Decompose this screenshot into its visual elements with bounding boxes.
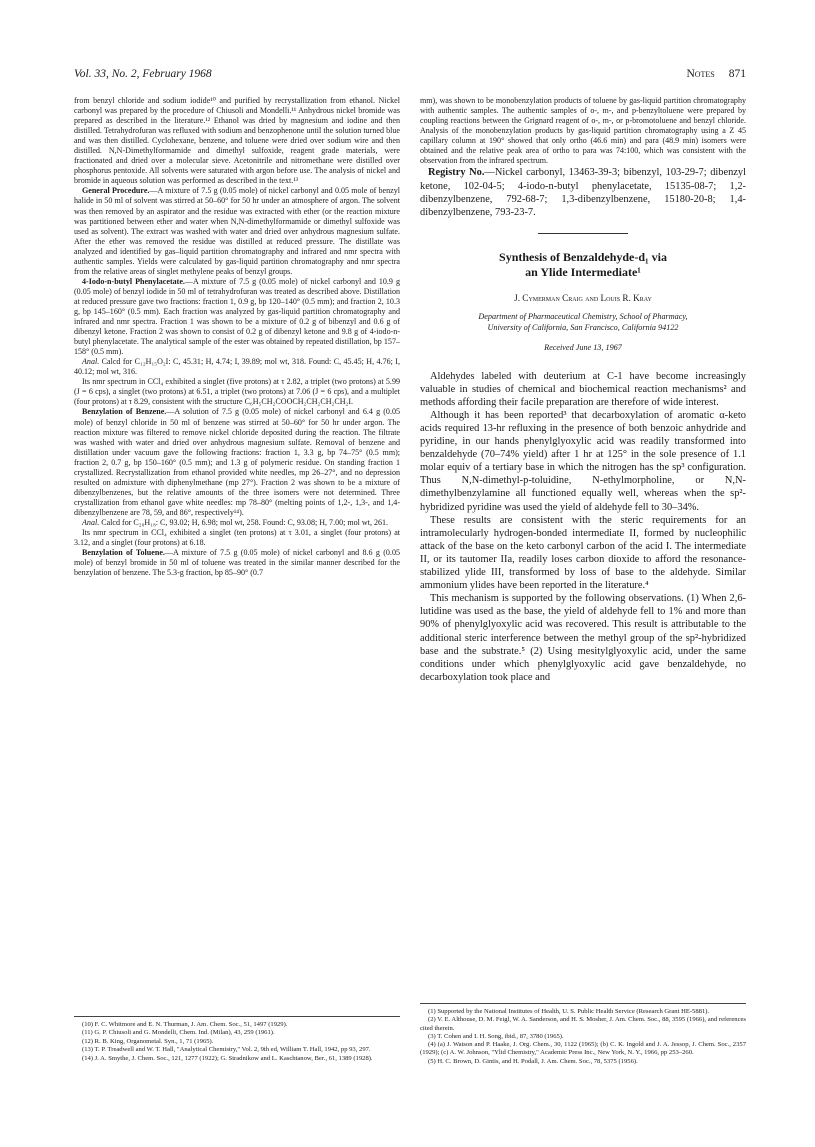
benzylation-toluene-heading: Benzylation of Toluene. [82, 548, 165, 558]
footnote: (10) F. C. Whitmore and E. N. Thurman, J. Am. Chem. Soc., 51, 1497 (1929). [82, 1021, 288, 1028]
analysis-1: Anal. Calcd for C₁₂H₁₅O₂I: C, 45.31; H, 4.74; I, 39.89; mol wt, 318. Found: C, 45.45; H, 4.76; I, 40.12; mol wt, 316. [74, 357, 400, 377]
body-paragraph: Although it has been reported³ that decarboxylation of aromatic α-keto acids required 13-hr refluxing in the presence of both benzoic anhydride and pyridine, in our hands phenylglyoxylic acid was readily transformed into benzaldehyde (70–74% yield) after 1 hr at 125° in the sole presence of 1.1 molar equiv of a tertiary base in which the nitrogen has the sp³ configuration. Thus N,N-dimethyl-p-toluidine, N-ethylmorpholine, or N,N-dimethylbenzylamine all functioned equally well, whereas when the sp²-hybridized pyridine was used the yield of aldehyde fell to 30–34%. [420, 409, 746, 513]
footnote: (3) T. Cohen and I. H. Song, ibid., 87, 3780 (1965). [428, 1032, 564, 1040]
footnote: (14) J. A. Smythe, J. Chem. Soc., 121, 1277 (1922); G. Stradnikow and L. Kaschtanow, Ber., 61, 1389 (1928). [82, 1054, 373, 1062]
body-paragraph: This mechanism is supported by the following observations. (1) When 2,6-lutidine was used as the base, the yield of aldehyde fell to 1% and more than 90% of phenylglyoxylic acid was recovered. This result is attributable to the additional steric interference between the methyl group of the sp²-hybridized base and the substrate.⁵ (2) Using mesitylglyoxylic acid, under the same conditions under which phenylglyoxylic acid gave benzaldehyde, no decarboxylation took place and [420, 593, 746, 683]
footnote: (11) G. P. Chiusoli and G. Mondelli, Chem. Ind. (Milan), 43, 259 (1961). [82, 1029, 275, 1037]
received-date: Received June 13, 1967 [544, 343, 622, 353]
section-name: Notes [686, 68, 715, 80]
nmr-2: Its nmr spectrum in CCl₄ exhibited a singlet (ten protons) at τ 3.01, a singlet (four protons) at 3.12, and a singlet (four protons) at 6.18. [74, 528, 400, 548]
article-authors: J. Cymerman Craig and Louis R. Kray [514, 293, 652, 304]
footnote: (5) H. C. Brown, D. Gintis, and H. Podall, J. Am. Chem. Soc., 78, 5375 (1956). [428, 1057, 638, 1065]
general-procedure-heading: General Procedure. [82, 186, 150, 196]
iodobutyl-heading: 4-Iodo-n-butyl Phenylacetate. [82, 276, 185, 286]
article-title-line: an Ylide Intermediate¹ [525, 265, 641, 280]
footnote: (1) Supported by the National Institutes of Health, U. S. Public Health Service (Research Grant HE-5881). [428, 1008, 710, 1015]
benzylation-benzene-heading: Benzylation of Benzene. [82, 407, 167, 417]
article-body [420, 370, 746, 684]
journal-issue: Vol. 33, No. 2, February 1968 [74, 68, 212, 80]
registry-heading: Registry No. [428, 167, 485, 179]
article-separator [538, 233, 628, 234]
registry-numbers: Registry No.—Nickel carbonyl, 13463-39-3; bibenzyl, 103-29-7; dibenzyl ketone, 102-04-5; 4-iodo-n-butyl phenylacetate, 15135-08-7; 1,2-dibenzylbenzene, 792-68-7; 1,3-dibenzylbenzene, 15180-20-8; 1,4-dibenzylbenzene, 793-23-7. [420, 167, 746, 218]
section-and-page [686, 68, 746, 80]
page-number: 871 [728, 68, 746, 80]
footnote-rule [74, 1016, 400, 1017]
toluene-continuation: mm), was shown to be monobenzylation products of toluene by gas-liquid partition chromatography with authentic samples. The authentic samples of o-, m-, and p-benzyltoluene were prepared by coupling reactions between the Grignard reagent of o-, m-, or p-bromotoluene and benzyl chloride. Analysis of the monobenzylation products by gas-liquid partition chromatography using a Z 45 capillary column at 190° showed that only ortho (46.6 min) and para (48.9 min) isomers were obtained and the relative peak area of ortho to para was 74:100, which was consistent with the observation from the infrared spectrum. [420, 96, 746, 166]
nmr-1: Its nmr spectrum in CCl₄ exhibited a singlet (five protons) at τ 2.82, a triplet (two protons) at 5.99 (J = 6 cps), a singlet (two protons) at 6.51, a triplet (two protons) at 7.06 (J = 6 cps), and a multiplet (four protons) at τ 8.29, consistent with the structure C₆H₅CH₂COOCH₂CH₂CH₂CH₂I. [74, 377, 400, 407]
footnote: (2) V. E. Althouse, D. M. Feigl, W. A. Sanderson, and H. S. Mosher, J. Am. Chem. Soc., 88, 3595 (1966), and references cited therein. [420, 1016, 746, 1032]
right-footnotes [420, 1003, 746, 1066]
running-head [74, 68, 746, 84]
article-affiliation: Department of Pharmaceutical Chemistry, School of Pharmacy, University of California, San Francisco, California 94122 [478, 312, 688, 332]
left-column [74, 96, 400, 1001]
body-paragraph: Aldehydes labeled with deuterium at C-1 have become increasingly valuable in studies of chemical and biochemical reaction mechanisms² and methods affording their facile preparation are therefore of wide interest. [420, 370, 746, 408]
materials-paragraph: from benzyl chloride and sodium iodide¹⁰ and purified by recrystallization from ethanol. Nickel carbonyl was prepared by the procedure of Chiusoli and Mondelli.¹¹ Anhydrous nickel bromide was prepared as described in the literature.¹² Ethanol was dried by magnesium and iodine and then distilled. Tetrahydrofuran was refluxed with sodium and benzophenone until the solution turned blue and was then distilled. Cyclohexane, benzene, and toluene were dried over sodium wire and then distilled. N,N-Dimethylformamide and dimethyl sulfoxide, reagent grade materials, were fractionated and dried over a molecular sieve. Acetonitrile and nitromethane were distilled over phosphorus pentoxide. All solvents were saturated with argon before use. The analysis of nickel and bromide in aqueous solution was performed as described in the text.¹³ [74, 96, 400, 186]
article-title-line: Synthesis of Benzaldehyde-d₁ via [499, 250, 667, 265]
footnote: (13) T. P. Treadwell and W. T. Hall, "Analytical Chemistry," Vol. 2, 9th ed, William T. Hall, 1942, pp 93, 297. [82, 1046, 371, 1054]
right-column [420, 96, 746, 1096]
general-procedure-paragraph: General Procedure.—A mixture of 7.5 g (0.05 mole) of nickel carbonyl and 0.05 mole of benzyl halide in 50 ml of solvent was stirred at 50–60° for 50 hr under an atmosphere of argon. The solvent was then removed by an aspirator and the residue was extracted with ether (or the reaction mixture was partitioned between ether and water when N,N-dimethylformamide or dimethyl sulfoxide was used as solvent). The extract was washed with water and dried over anhydrous magnesium sulfate. After the ether was removed the residue was distilled at reduced pressure. The distillate was analyzed and identified by gas–liquid partition chromatography and infrared and nmr spectra with authentic samples. Yields were calculated by gas-liquid partition chromatography and nmr spectra from the relative areas of singlet methylene peaks of benzyl groups. [74, 186, 400, 276]
article-title [420, 250, 746, 280]
iodobutyl-paragraph: 4-Iodo-n-butyl Phenylacetate.—A mixture of 7.5 g (0.05 mole) of nickel carbonyl and 10.9 g (0.05 mole) of benzyl iodide in 50 ml of tetrahydrofuran was treated as described above. Distillation at reduced pressure gave two fractions: fraction 1, 0.9 g, bp 120–140° (0.5 mm); and fraction 2, 10.3 g, bp 145–160° (0.5 mm). Each fraction was analyzed by gas-liquid partition chromatography and infrared and nmr spectra. Fraction 1 was shown to be a mixture of 0.2 g of bibenzyl and 0.6 g of dibenzyl ketone. Fraction 2 was shown to consist of 0.2 g of dibenzyl ketone and 9.8 g of 4-iodo-n-butyl phenylacetate. The analytical sample of the ester was obtained by repeated distillation, bp 157–158° (0.5 mm). [74, 276, 400, 357]
benzylation-benzene-paragraph: Benzylation of Benzene.—A solution of 7.5 g (0.05 mole) of nickel carbonyl and 6.4 g (0.05 mole) of benzyl chloride in 50 ml of benzene was stirred at 50–60° for 50 hr under argon. The reaction mixture was filtered to remove nickel chloride deposited during the reaction. The filtrate was washed with water and dried over anhydrous magnesium sulfate. Removal of benzene and distillation under vacuum gave the following fractions: fraction 1, 3.3 g, bp 74–75° (0.5 mm); fraction 2, 0.7 g, bp 150–160° (0.5 mm); and 1.3 g of polymeric residue. On standing fraction 1 crystallized. Recrystallization from ethanol provided white needles, mp 26–27°, and no depression resulted on admixture with diphenylmethane (mp 27°). Fraction 2 was shown to be a mixture of dibenzylbenzenes, but the relative amounts of the three isomers were not determined. Three crystallization from ethanol gave white needles: mp 78–80° (melting points of 1,2-, 1,3-, and 1,4-dibenzylbenzene are 78, 59, and 86°, respectively¹⁴). [74, 407, 400, 517]
left-footnotes [74, 1016, 400, 1063]
analysis-2: Anal. Calcd for C₂₀H₁₈: C, 93.02; H, 6.98; mol wt, 258. Found: C, 93.08; H, 7.00; mol wt, 261. [82, 517, 389, 527]
footnote-rule [420, 1003, 746, 1004]
footnote: (4) (a) J. Watson and P. Haake, J. Org. Chem., 30, 1122 (1965); (b) C. K. Ingold and J. A. Jessop, J. Chem. Soc., 2357 (1929); (c) A. W. Johnson, "Ylid Chemistry," Academic Press Inc., New York, N. Y., 1966, pp 253–260. [420, 1041, 746, 1057]
benzylation-toluene-paragraph: Benzylation of Toluene.—A mixture of 7.5 g (0.05 mole) of nickel carbonyl and 8.6 g (0.05 mole) of benzyl bromide in 50 ml of toluene was treated in the similar manner described for the benzylation of benzene. The 5.3-g fraction, bp 85–90° (0.7 [74, 548, 400, 578]
footnote: (12) R. B. King, Organometal. Syn., 1, 71 (1965). [82, 1037, 214, 1045]
body-paragraph: These results are consistent with the steric requirements for an intramolecularly hydrogen-bonded intermediate II, formed by nucleophilic attack of the base on the keto carbonyl carbon of the acid I. The intermediate II, or its tautomer IIa, readily loses carbon dioxide to afford the resonance-stabilized ylide III, transformed by loss of base to the aldehyde. Similar ammonium ylides have been reported in the literature.⁴ [420, 514, 746, 592]
